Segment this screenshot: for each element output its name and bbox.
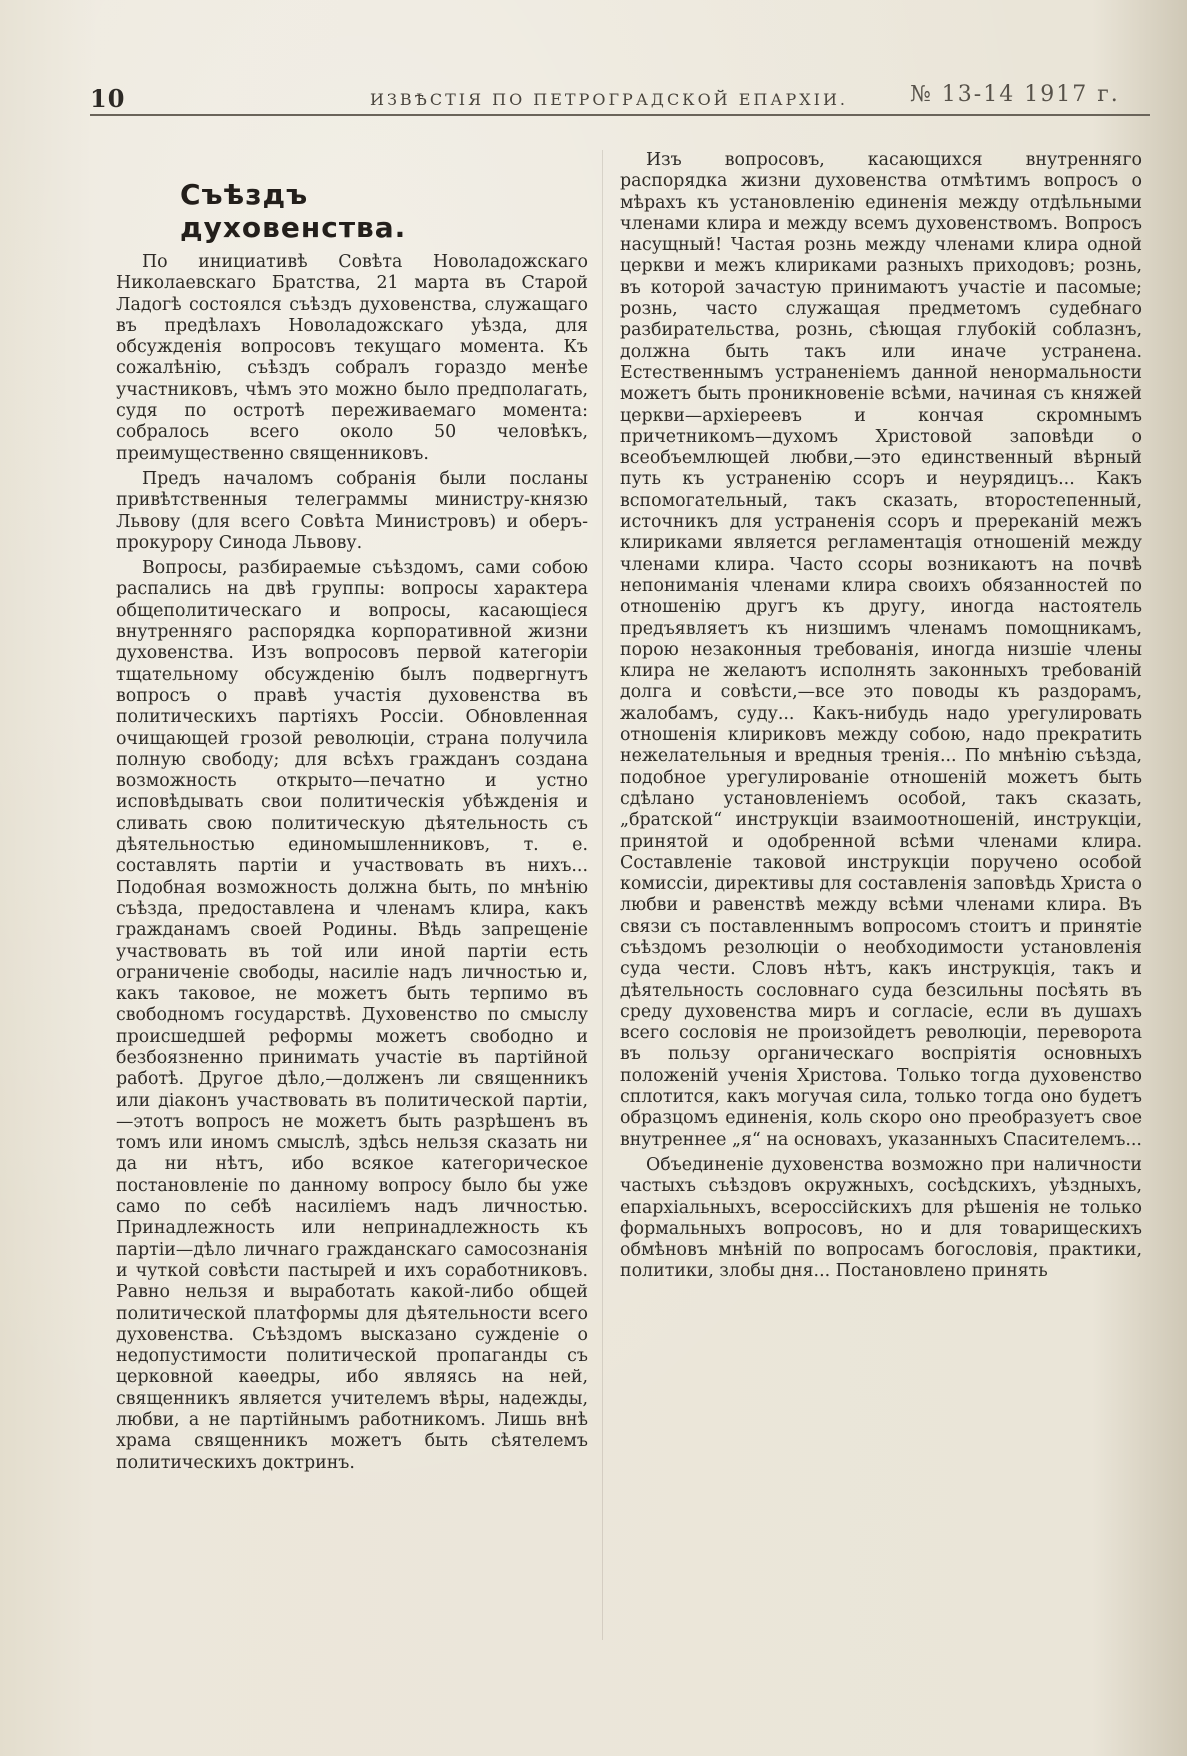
issue-number: № 13-14 1917 г.	[910, 82, 1120, 107]
running-title: ИЗВѢСТІЯ ПО ПЕТРОГРАДСКОЙ ЕПАРХІИ.	[370, 90, 848, 109]
page-number: 10	[90, 84, 126, 113]
paragraph: Вопросы, разбираемые съѣздомъ, сами собою распались на двѣ группы: вопросы характера общеполитическаго и вопросы, касающіеся внутренняго распорядка корпоративной жизни духовенства. Изъ вопросовъ первой категоріи тщательному обсужденію былъ подвергнутъ вопросъ о правѣ участія духовенства въ политическихъ партіяхъ Россіи. Обновленная очищающей грозой революціи, страна получила полную свободу; для всѣхъ гражданъ создана возможность открыто—печатно и устно исповѣдывать свои политическія убѣжденія и сливать свою политическую дѣятельность съ дѣятельностью единомышленниковъ, т. е. составлять партіи и участвовать въ нихъ... Подобная возможность должна быть, по мнѣнію съѣзда, предоставлена и членамъ клира, какъ гражданамъ своей Родины. Вѣдь запрещеніе участвовать въ той или иной партіи есть ограниченіе свободы, насиліе надъ личностью и, какъ таковое, не можетъ быть терпимо въ свободномъ государствѣ. Духовенство по смыслу происшедшей реформы можетъ свободно и безбоязненно принимать участіе въ партійной работѣ. Другое дѣло,—долженъ ли священникъ или діаконъ участвовать въ политической партіи,—этотъ вопросъ не можетъ быть разрѣшенъ въ томъ или иномъ смыслѣ, здѣсь нельзя сказать ни да ни нѣтъ, ибо всякое категорическое постановленіе по данному вопросу было бы уже само по себѣ насиліемъ надъ личностью. Принадлежность или непринадлежность къ партіи—дѣло личнаго гражданскаго самосознанія и чуткой совѣсти пастырей и ихъ соработниковъ. Равно нельзя и выработать какой-либо общей политической платформы для дѣятельности всего духовенства. Съѣздомъ высказано сужденіе о недопустимости политической пропаганды съ церковной каѳедры, ибо являясь на ней, священникъ является учителемъ вѣры, надежды, любви, а не партійнымъ работникомъ. Лишь внѣ храма священникъ можетъ быть сѣятелемъ политическихъ доктринъ.	[116, 558, 588, 1473]
paragraph: Изъ вопросовъ, касающихся внутренняго распорядка жизни духовенства отмѣтимъ вопросъ о мѣрахъ къ установленію единенія между отдѣльными членами клира и между всемъ духовенствомъ. Вопросъ насущный! Частая рознь между членами клира одной церкви и межъ клириками разныхъ приходовъ; рознь, въ которой зачастую принимаютъ участіе и пасомые; рознь, часто служащая предметомъ судебнаго разбирательства, рознь, сѣющая глубокій соблазнъ, должна быть такъ или иначе устранена. Естественнымъ устраненіемъ данной ненормальности можетъ быть проникновеніе всѣми, начиная съ княжей церкви—архіереевъ и кончая скромнымъ причетникомъ—духомъ Христовой заповѣди о всеобъемлющей любви,—это единственный вѣрный путь къ устраненію ссоръ и неурядицъ... Какъ вспомогательный, такъ сказать, второстепенный, источникъ для устраненія ссоръ и пререканій межъ клириками является регламентація отношеній между членами клира. Часто ссоры возникаютъ на почвѣ непониманія членами клира своихъ обязанностей по отношенію другъ къ другу, иногда настоятель предъявляетъ къ низшимъ членамъ помощникамъ, порою незаконныя требованія, иногда низшіе члены клира не желаютъ исполнять законныхъ требованій долга и совѣсти,—все это поводы къ раздорамъ, жалобамъ, суду... Какъ-нибудь надо урегулировать отношенія клириковъ между собою, надо прекратить нежелательныя и вредныя тренія... По мнѣнію съѣзда, подобное урегулированіе отношеній можетъ быть сдѣлано установленіемъ особой, такъ сказать, „братской“ инструкціи взаимоотношеній, инструкціи, принятой и одобренной всѣми членами клира. Составленіе таковой инструкціи поручено особой комиссіи, директивы для составленія заповѣдь Христа о любви и равенствѣ между всѣми членами клира. Въ связи съ поставленнымъ вопросомъ стоитъ и принятіе съѣздомъ резолюціи о необходимости установленія суда чести. Словъ нѣтъ, какъ инструкція, такъ и дѣятельность сословнаго суда безсильны посѣять въ среду духовенства миръ и согласіе, если въ душахъ всего сословія не произойдетъ революціи, переворота въ пользу органическаго воспріятія основныхъ положеній ученія Христова. Только тогда духовенство сплотится, какъ могучая сила, только тогда оно будетъ образцомъ единенія, коль скоро оно преобразуетъ свое внутреннее „я“ на основахъ, указанныхъ Спасителемъ...	[620, 150, 1142, 1150]
paragraph: По инициативѣ Совѣта Новоладожскаго Николаевскаго Братства, 21 марта въ Старой Ладогѣ состоялся съѣздъ духовенства, служащаго въ предѣлахъ Новоладожскаго уѣзда, для обсужденія вопросовъ текущаго момента. Къ сожалѣнію, съѣздъ собралъ гораздо менѣе участниковъ, чѣмъ это можно было предполагать, судя по остротѣ переживаемаго момента: собралось всего около 50 человѣкъ, преимущественно священниковъ.	[116, 252, 588, 464]
paragraph: Предъ началомъ собранія были посланы привѣтственныя телеграммы министру-князю Львову (для всего Совѣта Министровъ) и оберъ-прокурору Синода Львову.	[116, 468, 588, 553]
right-column	[620, 150, 1142, 1287]
article-title: Съѣздъ духовенства.	[180, 178, 407, 244]
left-column	[116, 252, 588, 1478]
header-rule	[90, 114, 1150, 116]
column-divider	[602, 150, 603, 1640]
paragraph: Объединеніе духовенства возможно при наличности частыхъ съѣздовъ окружныхъ, сосѣдскихъ, уѣздныхъ, епархіальныхъ, всероссійскихъ для рѣшенія не только формальныхъ вопросовъ, но и для товарищескихъ обмѣновъ мнѣній по вопросамъ богословія, практики, политики, злобы дня... Постановлено принять	[620, 1154, 1142, 1282]
